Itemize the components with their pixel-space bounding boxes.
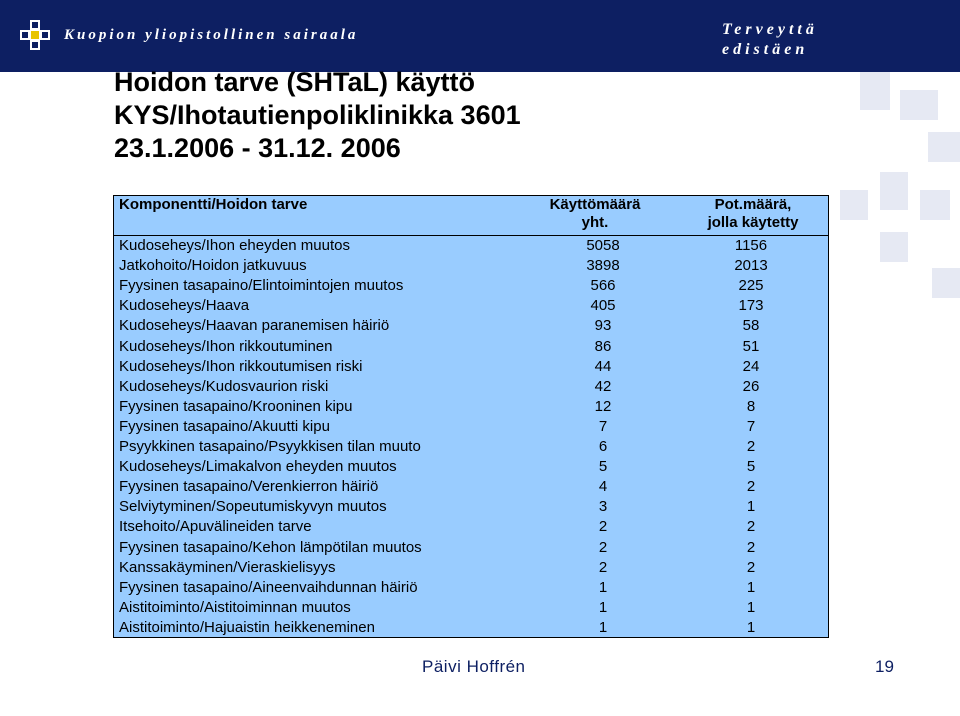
header-usage-count xyxy=(526,196,664,232)
cell-patients: 2 xyxy=(746,518,756,536)
cell-patients: 51 xyxy=(742,337,760,355)
table-row xyxy=(114,397,828,417)
cell-component: Fyysinen tasapaino/Krooninen kipu xyxy=(119,397,353,415)
cell-patients: 5 xyxy=(746,458,756,476)
cell-component: Kudoseheys/Kudosvaurion riski xyxy=(119,377,329,395)
cell-usage: 1 xyxy=(598,578,608,596)
title-line-1: Hoidon tarve (SHTaL) käyttö xyxy=(114,67,476,97)
cell-patients: 58 xyxy=(742,317,760,335)
cell-usage: 7 xyxy=(598,417,608,435)
cell-component: Selviytyminen/Sopeutumiskyvyn muutos xyxy=(119,498,387,516)
cell-component: Fyysinen tasapaino/Kehon lämpötilan muutos xyxy=(119,538,422,556)
cell-usage: 42 xyxy=(594,377,612,395)
cell-patients: 2 xyxy=(746,558,756,576)
cell-component: Fyysinen tasapaino/Akuutti kipu xyxy=(119,417,330,435)
cell-patients: 1 xyxy=(746,618,756,636)
cell-usage: 44 xyxy=(594,357,612,375)
cell-usage: 12 xyxy=(594,397,612,415)
motto-line-2: edistäen xyxy=(722,41,809,58)
cell-component: Psyykkinen tasapaino/Psyykkisen tilan muuto xyxy=(119,438,421,455)
footer-author: Päivi Hoffrén xyxy=(422,657,526,676)
cell-usage: 86 xyxy=(594,337,612,355)
title-line-3: 23.1.2006 - 31.12. 2006 xyxy=(114,133,401,163)
cell-patients: 2 xyxy=(746,478,756,496)
table-row xyxy=(114,618,828,638)
cell-patients: 2013 xyxy=(734,257,768,275)
header-patient-count xyxy=(678,196,828,232)
cell-component: Fyysinen tasapaino/Elintoimintojen muutos xyxy=(119,277,404,295)
cell-component: Kudoseheys/Haava xyxy=(119,297,250,315)
cell-usage: 1 xyxy=(598,618,608,636)
cell-patients: 225 xyxy=(738,277,764,295)
cell-usage: 3898 xyxy=(586,257,620,275)
cell-component: Aistitoiminto/Hajuaistin heikkeneminen xyxy=(119,618,375,636)
motto-line-1: Terveyttä xyxy=(722,21,818,38)
cell-patients: 2 xyxy=(746,538,756,556)
table-row xyxy=(114,578,828,598)
header-banner xyxy=(0,0,960,72)
cell-usage: 93 xyxy=(594,317,612,335)
header-patient-line-2: jolla käytetty xyxy=(707,214,799,231)
page-title xyxy=(114,66,674,165)
cell-component: Itsehoito/Apuvälineiden tarve xyxy=(119,518,312,536)
cell-component: Jatkohoito/Hoidon jatkuvuus xyxy=(119,257,307,275)
cell-usage: 5 xyxy=(598,458,608,476)
table-row xyxy=(114,517,828,537)
cell-patients: 8 xyxy=(746,397,756,415)
table-row xyxy=(114,296,828,316)
header-patient-line-1: Pot.määrä, xyxy=(714,196,792,213)
cell-usage: 6 xyxy=(598,438,608,455)
table-row xyxy=(114,377,828,397)
table-row xyxy=(114,598,828,618)
table-row xyxy=(114,437,828,457)
cell-component: Fyysinen tasapaino/Verenkierron häiriö xyxy=(119,478,379,496)
cell-patients: 7 xyxy=(746,417,756,435)
title-line-2: KYS/Ihotautienpoliklinikka 3601 xyxy=(114,100,521,130)
cell-component: Kanssakäyminen/Vieraskielisyys xyxy=(119,558,336,576)
table-row xyxy=(114,276,828,296)
table-row xyxy=(114,316,828,336)
cell-patients: 24 xyxy=(742,357,760,375)
cell-usage: 2 xyxy=(598,558,608,576)
table-row xyxy=(114,357,828,377)
motto xyxy=(722,20,952,60)
cell-patients: 2 xyxy=(746,438,756,455)
page-number: 19 xyxy=(875,657,894,676)
cell-patients: 26 xyxy=(742,377,760,395)
cross-pattern-icon xyxy=(840,72,960,332)
table-row xyxy=(114,538,828,558)
table-row xyxy=(114,417,828,437)
cell-usage: 4 xyxy=(598,478,608,496)
table-row xyxy=(114,497,828,517)
cell-usage: 5058 xyxy=(586,237,620,254)
cell-component: Aistitoiminto/Aistitoiminnan muutos xyxy=(119,598,351,616)
header-usage-line-1: Käyttömäärä xyxy=(549,196,641,213)
cross-logo-icon xyxy=(20,20,50,50)
cell-usage: 405 xyxy=(590,297,616,315)
cell-component: Kudoseheys/Limakalvon eheyden muutos xyxy=(119,458,397,476)
table-row xyxy=(114,457,828,477)
cell-patients: 173 xyxy=(738,297,764,315)
header-usage-line-2: yht. xyxy=(581,214,609,231)
table-row xyxy=(114,477,828,497)
cell-component: Kudoseheys/Ihon rikkoutuminen xyxy=(119,337,333,355)
cell-usage: 566 xyxy=(590,277,616,295)
cell-usage: 1 xyxy=(598,598,608,616)
cell-patients: 1 xyxy=(746,598,756,616)
cell-component: Fyysinen tasapaino/Aineenvaihdunnan häiriö xyxy=(119,578,418,596)
table-row xyxy=(114,256,828,276)
cell-component: Kudoseheys/Haavan paranemisen häiriö xyxy=(119,317,390,335)
table-row xyxy=(114,558,828,578)
cell-component: Kudoseheys/Ihon eheyden muutos xyxy=(119,237,350,254)
cell-patients: 1 xyxy=(746,498,756,516)
organization-name: Kuopion yliopistollinen sairaala xyxy=(64,27,359,43)
table-header xyxy=(114,196,828,236)
header-component: Komponentti/Hoidon tarve xyxy=(119,196,308,213)
table-row xyxy=(114,337,828,357)
usage-table xyxy=(113,195,829,638)
cell-component: Kudoseheys/Ihon rikkoutumisen riski xyxy=(119,357,363,375)
cell-patients: 1 xyxy=(746,578,756,596)
cell-usage: 2 xyxy=(598,518,608,536)
cell-usage: 3 xyxy=(598,498,608,516)
cell-patients: 1156 xyxy=(734,237,768,254)
cell-usage: 2 xyxy=(598,538,608,556)
table-row xyxy=(114,236,828,256)
